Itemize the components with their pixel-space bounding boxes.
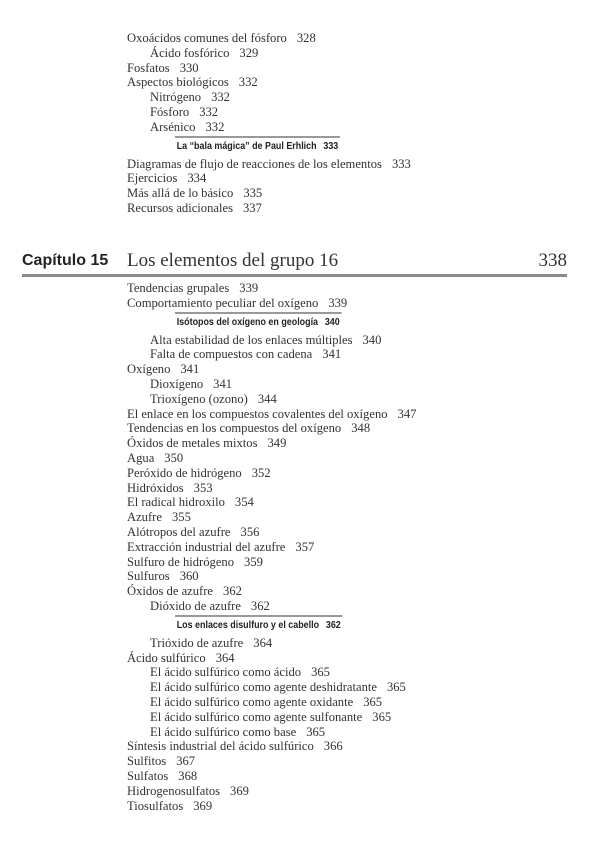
toc-entry: [127, 651, 567, 666]
toc-entry: [127, 636, 567, 651]
toc-entry: [127, 584, 567, 599]
toc-entry: [127, 436, 567, 451]
boxed-feature-label: [175, 312, 341, 329]
entry-title: Dióxido de azufre: [150, 598, 241, 613]
entry-title: Los enlaces disulfuro y el cabello: [176, 618, 320, 631]
chapter-heading: [22, 252, 567, 277]
entry-page-number: 332: [199, 104, 219, 119]
entry-page-number: 337: [242, 200, 262, 215]
entry-title: Comportamiento peculiar del oxígeno: [127, 295, 319, 310]
entry-page-number: 352: [251, 465, 271, 480]
toc-entry: [127, 495, 567, 510]
entry-page-number: 335: [243, 186, 263, 201]
entry-title: Trioxígeno (ozono): [150, 391, 248, 406]
toc-entry: [127, 407, 567, 422]
entry-title: Ácido fosfórico: [150, 45, 230, 60]
entry-page-number: 341: [322, 347, 342, 362]
entry-page-number: 353: [193, 480, 213, 495]
entry-title: Aspectos biológicos: [127, 75, 229, 90]
entry-page-number: 365: [372, 709, 392, 724]
toc-entry: [127, 710, 567, 725]
entry-title: Nitrógeno: [150, 90, 202, 105]
toc-section-chapter-15: [127, 281, 567, 813]
entry-page-number: 347: [397, 406, 417, 421]
entry-title: Sulfatos: [127, 768, 169, 783]
toc-entry: [127, 31, 567, 46]
entry-page-number: 355: [171, 510, 191, 525]
entry-title: El ácido sulfúrico como agente sulfonante: [150, 709, 363, 724]
toc-entry: [127, 347, 567, 362]
chapter-number: Capítulo 15: [22, 252, 109, 269]
entry-page-number: 350: [164, 450, 184, 465]
toc-entry: [127, 105, 567, 120]
entry-page-number: 340: [324, 315, 340, 328]
toc-entry: [127, 362, 567, 377]
entry-page-number: 330: [179, 60, 199, 75]
boxed-feature-entry: [127, 136, 567, 155]
toc-entry: [127, 157, 567, 172]
toc-entry: [127, 555, 567, 570]
entry-page-number: 366: [323, 739, 343, 754]
entry-page-number: 333: [323, 139, 339, 152]
toc-entry: [127, 296, 567, 311]
entry-title: El ácido sulfúrico como ácido: [150, 665, 302, 680]
entry-title: Oxígeno: [127, 362, 171, 377]
entry-title: Trióxido de azufre: [150, 635, 244, 650]
entry-title: Agua: [127, 450, 155, 465]
toc-entry: [127, 333, 567, 348]
toc-entry: [127, 569, 567, 584]
entry-title: Tiosulfatos: [127, 798, 184, 813]
toc-entry: [127, 120, 567, 135]
entry-page-number: 369: [193, 798, 213, 813]
toc-entry: [127, 665, 567, 680]
entry-page-number: 362: [223, 584, 242, 599]
entry-title: La “bala mágica” de Paul Erhlich: [176, 139, 317, 152]
entry-title: Diagramas de flujo de reacciones de los elementos: [127, 156, 382, 171]
toc-entry: [127, 540, 567, 555]
toc-entry: [127, 281, 567, 296]
toc-entry: [127, 680, 567, 695]
entry-page-number: 356: [240, 524, 260, 539]
toc-entry: [127, 61, 567, 76]
boxed-feature-entry: [127, 615, 567, 634]
entry-page-number: 341: [180, 362, 200, 377]
entry-page-number: 329: [239, 45, 259, 60]
entry-title: El ácido sulfúrico como agente deshidratante: [150, 680, 377, 695]
entry-title: Hidrogenosulfatos: [127, 783, 221, 798]
entry-title: Arsénico: [150, 119, 196, 134]
entry-page-number: 367: [176, 754, 196, 769]
toc-entry: [127, 510, 567, 525]
entry-page-number: 365: [386, 680, 406, 695]
entry-title: Sulfuros: [127, 569, 170, 584]
entry-page-number: 368: [178, 768, 198, 783]
entry-page-number: 339: [328, 295, 348, 310]
entry-title: Tendencias grupales: [127, 281, 230, 295]
entry-page-number: 349: [267, 436, 287, 451]
toc-entry: [127, 799, 567, 814]
entry-title: Óxidos de azufre: [127, 584, 214, 599]
toc-entry: [127, 466, 567, 481]
entry-page-number: 341: [213, 376, 233, 391]
entry-title: Azufre: [127, 510, 162, 525]
toc-entry: [127, 171, 567, 186]
entry-page-number: 365: [311, 665, 330, 680]
boxed-feature-entry: [127, 312, 567, 331]
entry-page-number: 344: [257, 391, 277, 406]
entry-page-number: 360: [179, 569, 199, 584]
toc-entry: [127, 186, 567, 201]
entry-title: Peróxido de hidrógeno: [127, 465, 242, 480]
entry-page-number: 340: [362, 332, 382, 347]
entry-title: Fosfatos: [127, 60, 170, 75]
toc-entry: [127, 754, 567, 769]
entry-page-number: 332: [238, 75, 258, 90]
toc-entry: [127, 421, 567, 436]
entry-page-number: 364: [253, 635, 273, 650]
entry-title: Síntesis industrial del ácido sulfúrico: [127, 739, 314, 754]
entry-page-number: 364: [215, 650, 235, 665]
toc-entry: [127, 739, 567, 754]
entry-page-number: 348: [351, 421, 371, 436]
entry-page-number: 362: [250, 598, 270, 613]
entry-page-number: 359: [244, 554, 263, 569]
entry-page-number: 328: [296, 31, 316, 45]
chapter-page: 338: [538, 250, 567, 271]
entry-page-number: 365: [363, 694, 383, 709]
entry-title: Más allá de lo básico: [127, 186, 234, 201]
toc-entry: [127, 481, 567, 496]
entry-page-number: 334: [187, 171, 207, 186]
entry-page-number: 354: [234, 495, 254, 510]
entry-title: Isótopos del oxígeno en geología: [176, 315, 319, 328]
toc-entry: [127, 201, 567, 216]
entry-title: Fósforo: [150, 104, 190, 119]
entry-title: Alta estabilidad de los enlaces múltiples: [150, 332, 353, 347]
entry-page-number: 369: [230, 783, 249, 798]
entry-page-number: 339: [239, 281, 259, 295]
entry-title: Recursos adicionales: [127, 200, 233, 215]
entry-title: Ejercicios: [127, 171, 178, 186]
toc-entry: [127, 525, 567, 540]
toc-entry: [127, 377, 567, 392]
boxed-feature-label: [175, 615, 342, 632]
toc-entry: [127, 725, 567, 740]
toc-entry: [127, 46, 567, 61]
entry-title: El enlace en los compuestos covalentes del oxígeno: [127, 406, 388, 421]
entry-title: El ácido sulfúrico como agente oxidante: [150, 694, 354, 709]
entry-title: Sulfitos: [127, 754, 167, 769]
entry-title: El ácido sulfúrico como base: [150, 724, 297, 739]
toc-entry: [127, 599, 567, 614]
entry-page-number: 332: [205, 119, 225, 134]
entry-page-number: 362: [325, 618, 341, 631]
toc-entry: [127, 75, 567, 90]
entry-page-number: 333: [391, 156, 411, 171]
chapter-title: Los elementos del grupo 16: [127, 250, 339, 271]
entry-title: Alótropos del azufre: [127, 524, 231, 539]
entry-title: Ácido sulfúrico: [127, 650, 206, 665]
toc-entry: [127, 90, 567, 105]
entry-page-number: 357: [295, 539, 315, 554]
entry-title: Extracción industrial del azufre: [127, 539, 286, 554]
boxed-feature-label: [175, 136, 340, 153]
entry-title: Óxidos de metales mixtos: [127, 436, 258, 451]
entry-title: Hidróxidos: [127, 480, 184, 495]
entry-page-number: 332: [211, 90, 230, 105]
entry-page-number: 365: [306, 724, 326, 739]
toc-entry: [127, 695, 567, 710]
entry-title: Falta de compuestos con cadena: [150, 347, 313, 362]
toc-section-previous-chapter: [127, 31, 567, 216]
toc-entry: [127, 769, 567, 784]
entry-title: El radical hidroxilo: [127, 495, 225, 510]
toc-entry: [127, 451, 567, 466]
entry-title: Oxoácidos comunes del fósforo: [127, 31, 287, 45]
toc-entry: [127, 392, 567, 407]
entry-title: Tendencias en los compuestos del oxígeno: [127, 421, 342, 436]
entry-title: Dioxígeno: [150, 376, 204, 391]
toc-entry: [127, 784, 567, 799]
entry-title: Sulfuro de hidrógeno: [127, 554, 235, 569]
